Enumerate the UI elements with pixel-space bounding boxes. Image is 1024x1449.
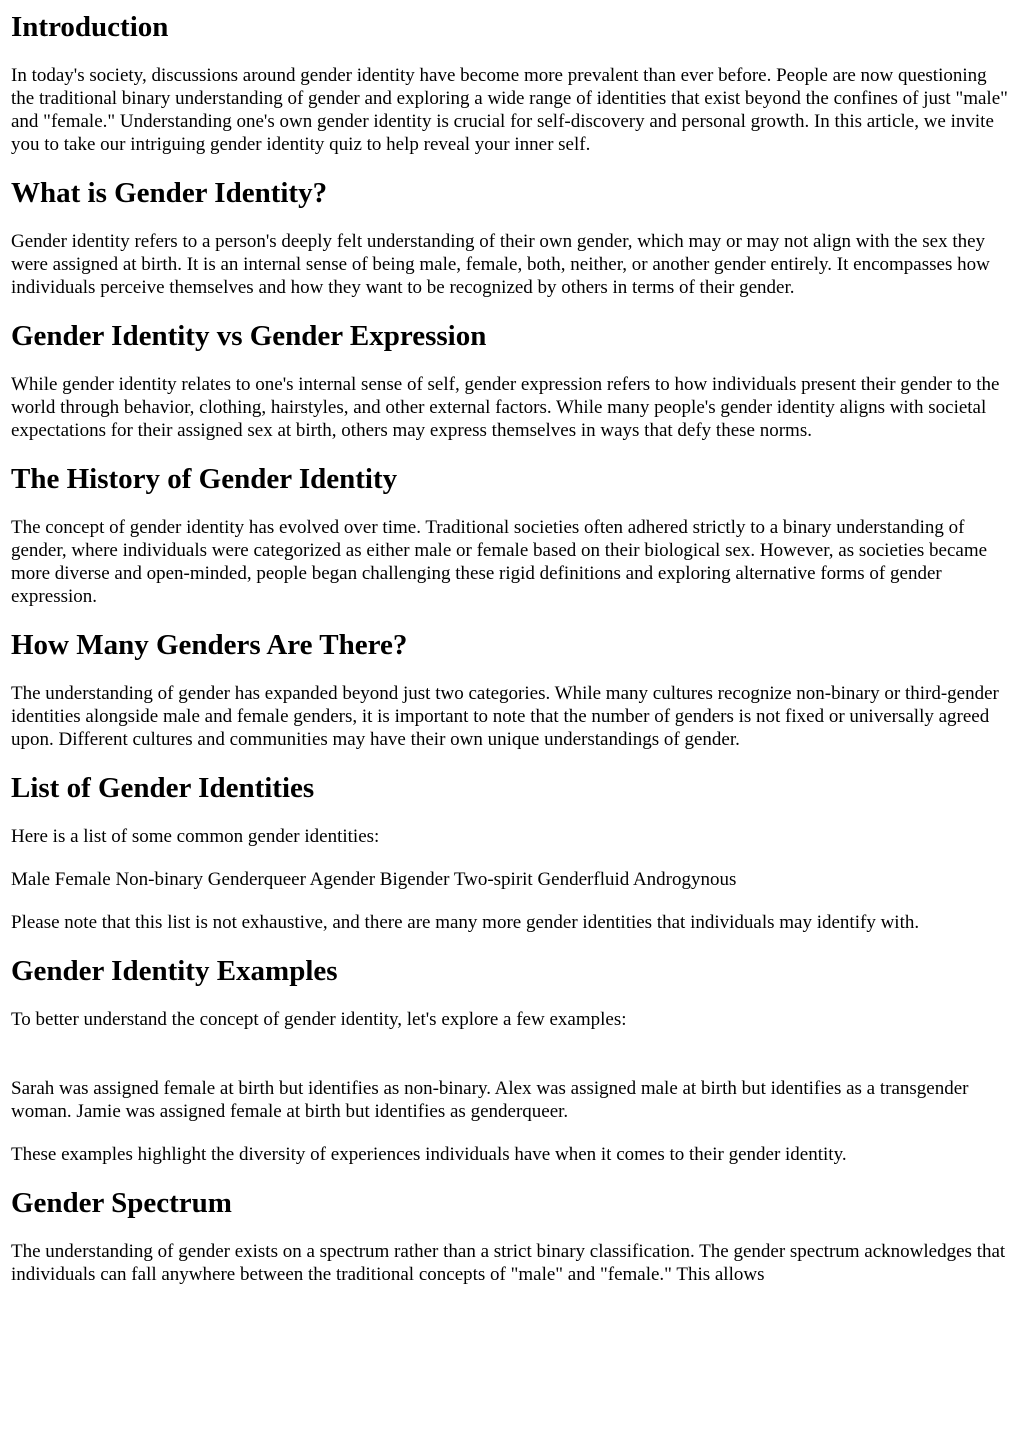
section-paragraph: To better understand the concept of gender identity, let's explore a few examples: (11, 1009, 627, 1030)
section-identity-examples (11, 954, 1013, 1166)
section-paragraph: While gender identity relates to one's internal sense of self, gender expression refers to how individuals present their gender to the world through behavior, clothing, hairstyles, and other external factors. While many people's gender identity aligns with societal expectations for their assigned sex at birth, others may express themselves in ways that defy these norms. (11, 374, 1000, 441)
section-introduction (11, 0, 1013, 156)
section-paragraph: Gender identity refers to a person's deeply felt understanding of their own gender, which may or may not align with the sex they were assigned at birth. It is an internal sense of being male, female, both, neither, or another gender entirely. It encompasses how individuals perceive themselves and how they want to be recognized by others in terms of their gender. (11, 231, 990, 298)
section-gender-spectrum (11, 1186, 1013, 1286)
section-heading: List of Gender Identities (11, 772, 315, 804)
section-paragraph: These examples highlight the diversity of experiences individuals have when it comes to their gender identity. (11, 1144, 847, 1165)
section-list-of-identities (11, 771, 1013, 934)
section-heading: Gender Spectrum (11, 1187, 232, 1219)
section-paragraph: Here is a list of some common gender identities: (11, 826, 380, 847)
section-heading: Gender Identity Examples (11, 955, 338, 987)
section-heading: What is Gender Identity? (11, 177, 328, 209)
section-heading: Gender Identity vs Gender Expression (11, 320, 487, 352)
section-history (11, 462, 1013, 608)
section-paragraph: Please note that this list is not exhaustive, and there are many more gender identities that individuals may identify with. (11, 912, 920, 933)
section-heading: Introduction (11, 11, 169, 43)
section-how-many-genders (11, 628, 1013, 751)
section-what-is-gender-identity (11, 176, 1013, 299)
section-paragraph: In today's society, discussions around gender identity have become more prevalent than ever before. People are now questioning the traditional binary understanding of gender and exploring a wide range of identities that exist beyond the confines of just "male" and "female." Understanding one's own gender identity is crucial for self-discovery and personal growth. In this article, we invite you to take our intriguing gender identity quiz to help reveal your inner self. (11, 65, 1008, 155)
examples-paragraph: Sarah was assigned female at birth but identifies as non-binary. Alex was assigned male at birth but identifies as a transgender woman. Jamie was assigned female at birth but identifies as genderqueer. (11, 1078, 969, 1122)
section-heading: How Many Genders Are There? (11, 629, 408, 661)
section-identity-vs-expression (11, 319, 1013, 442)
section-paragraph: The understanding of gender exists on a spectrum rather than a strict binary classification. The gender spectrum acknowledges that individuals can fall anywhere between the traditional concepts of "male" and "female." This allows (11, 1241, 1006, 1285)
section-paragraph: The concept of gender identity has evolved over time. Traditional societies often adhered strictly to a binary understanding of gender, where individuals were categorized as either male or female based on their biological sex. However, as societies became more diverse and open-minded, people began challenging these rigid definitions and exploring alternative forms of gender expression. (11, 517, 988, 607)
section-heading: The History of Gender Identity (11, 463, 398, 495)
section-paragraph: The understanding of gender has expanded beyond just two categories. While many cultures recognize non-binary or third-gender identities alongside male and female genders, it is important to note that the number of genders is not fixed or universally agreed upon. Different cultures and communities may have their own unique understandings of gender. (11, 683, 999, 750)
identity-list: Male Female Non-binary Genderqueer Agender Bigender Two-spirit Genderfluid Androgynous (11, 869, 737, 890)
